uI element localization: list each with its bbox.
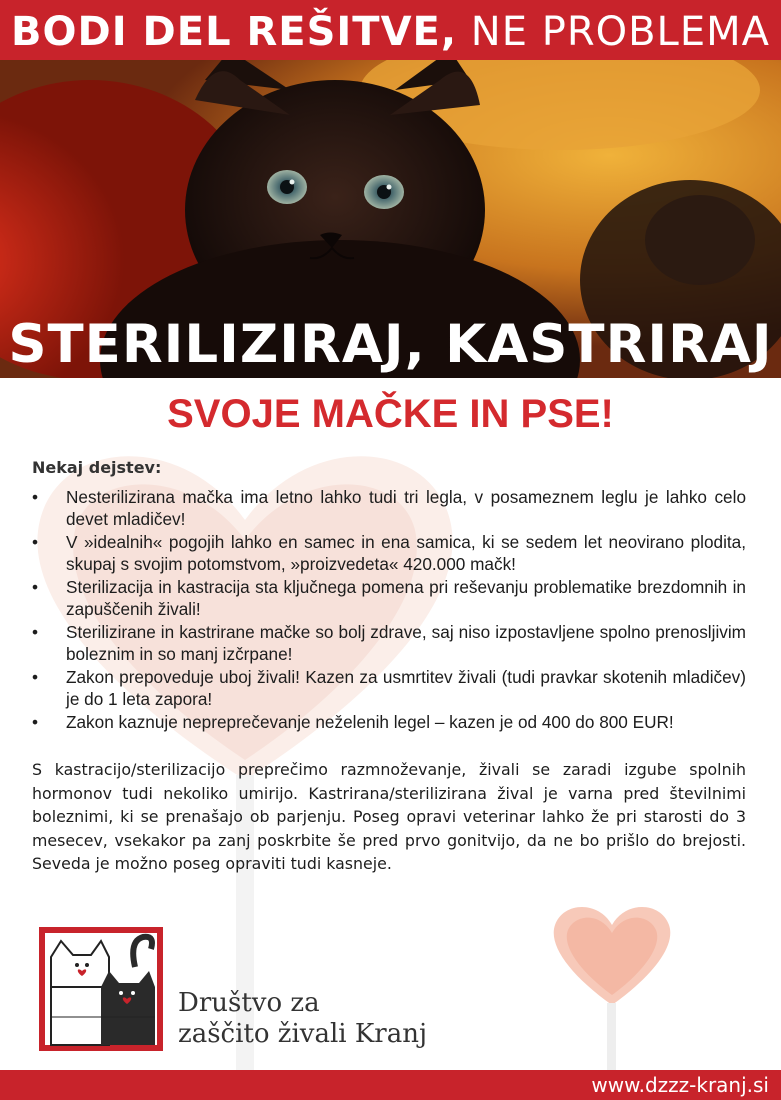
list-item xyxy=(32,487,746,530)
bullet-icon: • xyxy=(32,667,39,687)
list-item xyxy=(32,577,746,620)
fact-text: Zakon prepoveduje uboj živali! Kazen za usmrtitev živali (tudi pravkar skotenih mladičev) je do 1 leta zapora! xyxy=(66,667,746,709)
bullet-icon: • xyxy=(32,577,39,597)
website-link[interactable]: www.dzzz-kranj.si xyxy=(591,1073,769,1097)
organization-name xyxy=(178,988,427,1050)
facts-title: Nekaj dejstev: xyxy=(32,458,162,477)
photo-title: STERILIZIRAJ, KASTRIRAJ xyxy=(8,314,773,375)
list-item xyxy=(32,667,746,710)
fact-text: Nesterilizirana mačka ima letno lahko tudi tri legla, v posameznem leglu je lahko celo devet mladičev! xyxy=(66,487,746,529)
bullet-icon: • xyxy=(32,532,39,552)
org-line-1: Društvo za xyxy=(178,988,320,1018)
list-item xyxy=(32,712,746,734)
bullet-icon: • xyxy=(32,712,39,732)
fact-text: V »idealnih« pogojih lahko en samec in ena samica, ki se sedem let neovirano plodita, skupaj s svojim potomstvom, »proizvedeta« 420.000 mačk! xyxy=(66,532,746,574)
fact-text: Sterilizacija in kastracija sta ključnega pomena pri reševanju problematike brezdomnih in zapuščenih živali! xyxy=(66,577,746,619)
organization-logo-icon xyxy=(39,927,163,1051)
fact-text: Sterilizirane in kastrirane mačke so bolj zdrave, saj niso izpostavljene spolno prenosljivim boleznim in so manj izčrpane! xyxy=(66,622,746,664)
bullet-icon: • xyxy=(32,622,39,642)
headline-rest: NE PROBLEMA xyxy=(470,9,770,55)
list-item xyxy=(32,532,746,575)
headline-bold: BODI DEL REŠITVE, xyxy=(11,9,458,55)
info-paragraph: S kastracijo/sterilizacijo preprečimo razmnoževanje, živali se zaradi izgube spolnih hormonov tudi nekoliko umirijo. Kastrirana/sterilizirana žival je varna pred številnimi boleznimi, ki se prenašajo ob parjenju. Poseg opravi veterinar lahko že pri starosti do 3 mesecev, vsekakor pa zanj poskrbite še pred prvo gonitvijo, da ne bo prišlo do brejosti. Seveda je možno poseg opraviti tudi kasneje. xyxy=(32,760,746,873)
subheadline: SVOJE MAČKE IN PSE! xyxy=(167,392,614,436)
list-item xyxy=(32,622,746,665)
org-line-2: zaščito živali Kranj xyxy=(178,1019,428,1049)
facts-list xyxy=(32,487,746,736)
headline xyxy=(0,9,781,55)
fact-text: Zakon kaznuje nepreprečevanje neželenih legel – kazen je od 400 do 800 EUR! xyxy=(66,712,674,732)
bullet-icon: • xyxy=(32,487,39,507)
